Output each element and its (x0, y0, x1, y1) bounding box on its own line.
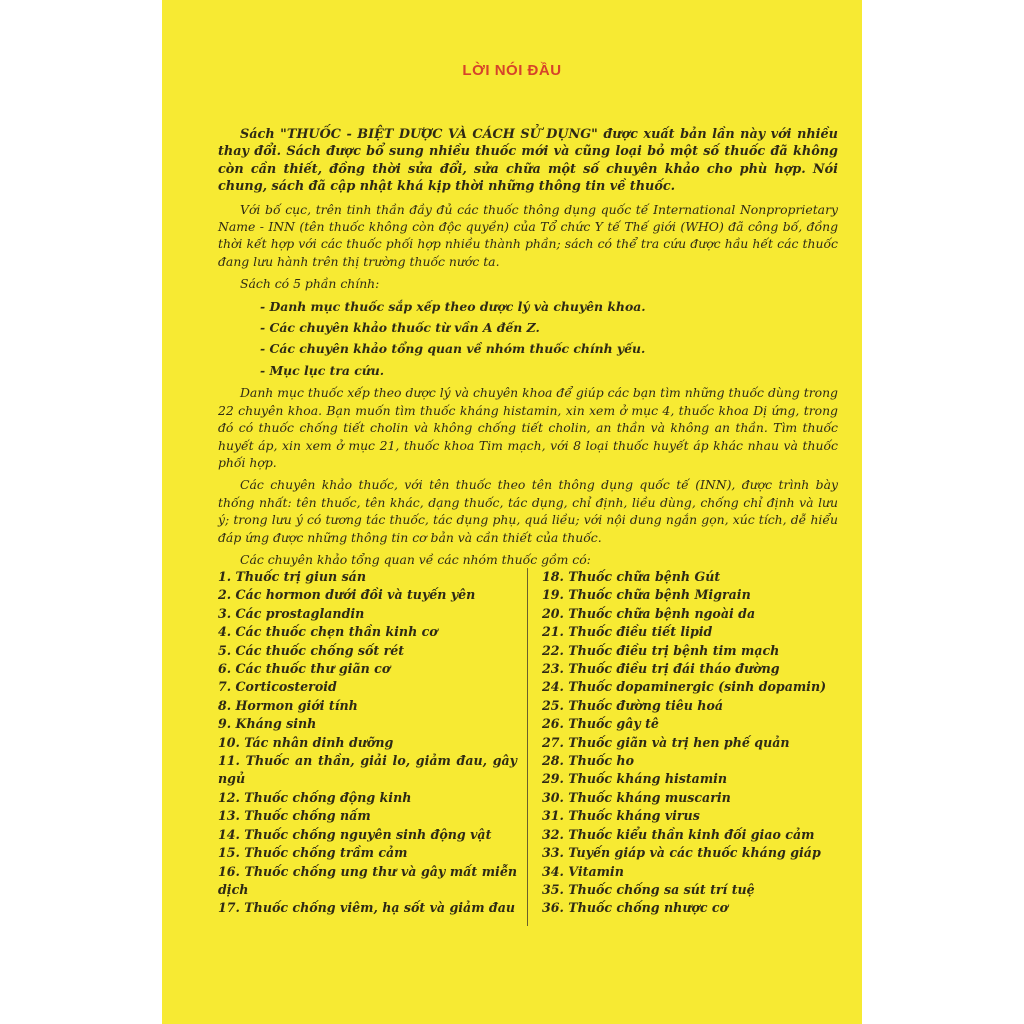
topic-item: 22. Thuốc điều trị bệnh tim mạch (542, 642, 780, 658)
page-title: LỜI NÓI ĐẦU (462, 62, 562, 79)
parts-list-item: - Các chuyên khảo tổng quan về nhóm thuốc chính yếu. (260, 341, 646, 357)
topic-item: 2. Các hormon dưới đồi và tuyến yên (218, 587, 476, 603)
topic-item: 28. Thuốc ho (542, 753, 634, 769)
topic-item: 8. Hormon giới tính (218, 697, 358, 713)
paragraph-catalog: Danh mục thuốc xếp theo dược lý và chuyên khoa để giúp các bạn tìm những thuốc dùng trong 22 chuyên khoa. Bạn muốn tìm thuốc kháng histamin, xin xem ở mục 4, thuốc khoa Dị ứng, trong đó có thuốc chống tiết cholin và không chống tiết cholin, an thần và không an thần. Tìm thuốc huyết áp, xin xem ở mục 21, thuốc khoa Tim mạch, với 8 loại thuốc huyết áp khác nhau và thuốc phối hợp. (218, 385, 838, 470)
topic-item: 14. Thuốc chống nguyên sinh động vật (218, 826, 492, 842)
topic-item: 11. Thuốc an thần, giải lo, giảm đau, gây ngủ (218, 753, 517, 787)
topic-item: 36. Thuốc chống nhược cơ (542, 900, 728, 916)
topic-item: 7. Corticosteroid (218, 679, 337, 695)
paragraph-intro: Sách "THUỐC - BIỆT DƯỢC VÀ CÁCH SỬ DỤNG" được xuất bản lần này với nhiều thay đổi. Sách được bổ sung nhiều thuốc mới và cũng loại bỏ một số thuốc đã không còn cần thiết, đồng thời sửa đổi, sửa chữa một số chuyên khảo cho phù hợp. Nói chung, sách đã cập nhật khá kịp thời những thông tin về thuốc. (218, 127, 838, 195)
parts-list-item: - Các chuyên khảo thuốc từ vần A đến Z. (260, 320, 540, 336)
topic-item: 20. Thuốc chữa bệnh ngoài da (542, 605, 756, 621)
topic-item: 33. Tuyến giáp và các thuốc kháng giáp (542, 845, 821, 861)
topic-item: 4. Các thuốc chẹn thần kinh cơ (218, 624, 438, 640)
paragraph-parts-intro: Sách có 5 phần chính: (240, 276, 380, 292)
topic-item: 16. Thuốc chống ung thư và gây mất miễn dịch (218, 863, 517, 897)
topic-item: 21. Thuốc điều tiết lipid (542, 624, 713, 640)
parts-list-item: - Danh mục thuốc sắp xếp theo dược lý và chuyên khoa. (260, 298, 646, 314)
parts-list-item: - Mục lục tra cứu. (260, 362, 385, 378)
topic-item: 31. Thuốc kháng virus (542, 808, 700, 824)
topics-column-right (528, 568, 838, 926)
topic-item: 34. Vitamin (542, 863, 624, 879)
topic-item: 9. Kháng sinh (218, 716, 317, 732)
topic-item: 27. Thuốc giãn và trị hen phế quản (542, 734, 790, 750)
topic-item: 10. Tác nhân dinh dưỡng (218, 734, 394, 750)
topic-item: 12. Thuốc chống động kinh (218, 789, 412, 805)
topic-item: 15. Thuốc chống trầm cảm (218, 845, 408, 861)
topics-list (218, 568, 838, 926)
paragraph-overview-intro: Các chuyên khảo tổng quan về các nhóm thuốc gồm có: (240, 551, 591, 567)
paragraph-layout: Với bố cục, trên tinh thần đầy đủ các thuốc thông dụng quốc tế International Nonproprietary Name - INN (tên thuốc không còn độc quyền) của Tổ chức Y tế Thế giới (WHO) đã công bố, đồng thời kết hợp với các thuốc phối hợp nhiều thành phần; sách có thể tra cứu được hầu hết các thuốc đang lưu hành trên thị trường thuốc nước ta. (218, 201, 838, 269)
topic-item: 13. Thuốc chống nấm (218, 808, 371, 824)
topic-item: 26. Thuốc gây tê (542, 716, 659, 732)
topic-item: 32. Thuốc kiểu thần kinh đối giao cảm (542, 826, 815, 842)
topic-item: 3. Các prostaglandin (218, 605, 365, 621)
topic-item: 30. Thuốc kháng muscarin (542, 789, 731, 805)
book-page (162, 0, 862, 1024)
topic-item: 24. Thuốc dopaminergic (sinh dopamin) (542, 679, 827, 695)
topic-item: 23. Thuốc điều trị đái tháo đường (542, 661, 780, 677)
topic-item: 35. Thuốc chống sa sút trí tuệ (542, 881, 755, 897)
topic-item: 29. Thuốc kháng histamin (542, 771, 728, 787)
topic-item: 6. Các thuốc thư giãn cơ (218, 661, 391, 677)
topic-item: 18. Thuốc chữa bệnh Gút (542, 569, 721, 584)
topic-item: 1. Thuốc trị giun sán (218, 569, 366, 584)
topic-item: 17. Thuốc chống viêm, hạ sốt và giảm đau (218, 900, 516, 916)
topic-item: 5. Các thuốc chống sốt rét (218, 642, 405, 658)
topic-item: 25. Thuốc đường tiêu hoá (542, 697, 724, 713)
topics-column-left (218, 568, 528, 926)
preface-body (218, 126, 838, 573)
parts-list (218, 298, 838, 380)
topic-item: 19. Thuốc chữa bệnh Migrain (542, 587, 751, 603)
paragraph-monographs: Các chuyên khảo thuốc, với tên thuốc theo tên thông dụng quốc tế (INN), được trình bày thống nhất: tên thuốc, tên khác, dạng thuốc, tác dụng, chỉ định, liều dùng, chống chỉ định và lưu ý; trong lưu ý có tương tác thuốc, tác dụng phụ, quá liều; với nội dung ngắn gọn, xúc tích, dễ hiểu đáp ứng được những thông tin cơ bản và cần thiết của thuốc. (218, 477, 838, 545)
